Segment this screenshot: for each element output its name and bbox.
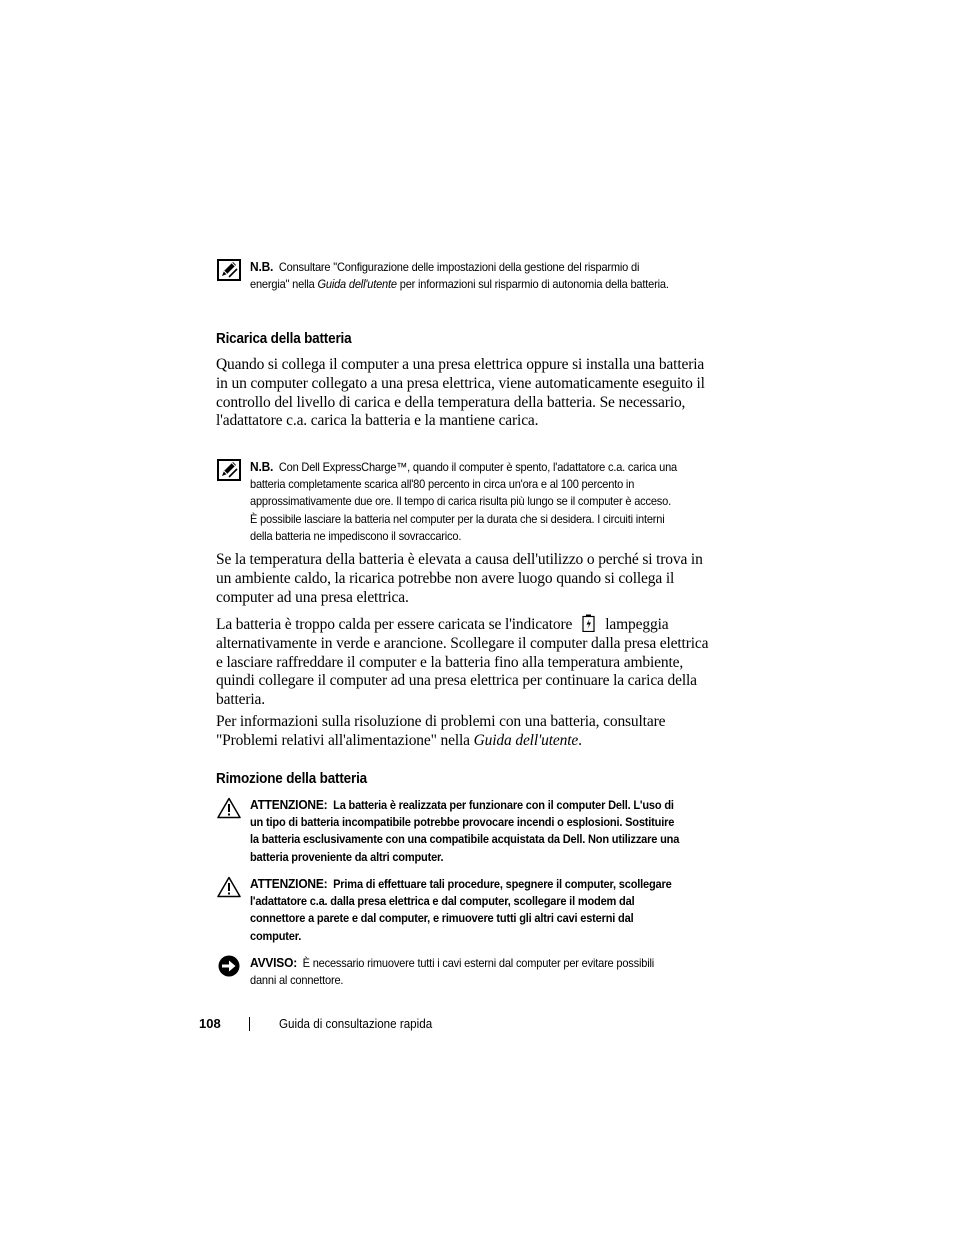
notice-label: AVVISO:: [250, 955, 298, 970]
paragraph-troubleshooting-start: Per informazioni sulla risoluzione di problemi con una batteria, consultare "Problemi relativi all'alimentazione" nella: [216, 713, 666, 749]
section-heading-ricarica: Ricarica della batteria: [216, 330, 352, 347]
note-emphasis: Guida dell'utente: [317, 277, 397, 292]
note-label: N.B.: [250, 459, 274, 474]
note-body-end: per informazioni sul risparmio di autonomia della batteria.: [396, 277, 669, 292]
battery-status-icon: [582, 614, 595, 632]
caution-label: ATTENZIONE:: [250, 876, 328, 891]
caution-text: [250, 796, 680, 866]
caution-battery-compat: [217, 796, 717, 866]
notice-cables: [217, 954, 717, 989]
caution-text: [250, 875, 680, 945]
note-body: Con Dell ExpressCharge™, quando il computer è spento, l'adattatore c.a. carica una batteria completamente scarica all'80 percento in circa un'ora e al 100 percento in approssimativamente due ore. Il tempo di carica risulta più lungo se il computer è acceso. È possibile lasciare la batteria nel computer per la durata che si desidera. I circuiti interni della batteria ne impediscono il sovraccarico.: [250, 460, 678, 543]
warning-triangle-icon: [217, 876, 241, 898]
caution-power-off: [217, 875, 717, 945]
document-title: Guida di consultazione rapida: [278, 1016, 432, 1031]
caution-body: Prima di effettuare tali procedure, spegnere il computer, scollegare l'adattatore c.a. dalla presa elettrica e dal computer, scollegare il modem dal connettore a parete e dal computer, e rimuovere tutti gli altri cavi esterni dal computer.: [250, 877, 672, 943]
page-number: 108: [199, 1016, 221, 1031]
note-text: [250, 258, 680, 293]
section-heading-rimozione: Rimozione della batteria: [216, 770, 367, 787]
paragraph-battery-hot-start: La batteria è troppo calda per essere caricata se l'indicatore: [216, 616, 573, 633]
note-text: [250, 458, 680, 545]
note-label: N.B.: [250, 259, 274, 274]
caution-body: La batteria è realizzata per funzionare con il computer Dell. L'uso di un tipo di batteria incompatibile potrebbe provocare incendi o esplosioni. Sostituire la batteria esclusivamente con una compatibile acquistata da Dell. Non utilizzare una batteria proveniente da altri computer.: [250, 798, 680, 864]
page-footer: [199, 1016, 443, 1031]
notice-body: È necessario rimuovere tutti i cavi esterni dal computer per evitare possibili danni al connettore.: [250, 956, 655, 988]
paragraph-charging-intro: Quando si collega il computer a una presa elettrica oppure si installa una batteria in un computer collegato a una presa elettrica, viene automaticamente eseguito il controllo del livello di carica e della temperatura della batteria. Se necessario, l'adattatore c.a. carica la batteria e la mantiene carica.: [216, 356, 705, 430]
note-pencil-icon: [217, 459, 241, 481]
note-pencil-icon: [217, 259, 241, 281]
paragraph-temperature: Se la temperatura della batteria è elevata a causa dell'utilizzo o perché si trova in un ambiente caldo, la ricarica potrebbe non avere luogo quando si collega il computer ad una presa elettrica.: [216, 551, 703, 606]
notice-text: [250, 954, 680, 989]
note-body: Consultare "Configurazione delle impostazioni della gestione del risparmio di energia" nella: [250, 260, 640, 292]
paragraph-troubleshooting-emphasis: Guida dell'utente: [473, 731, 579, 749]
paragraph-battery-hot: [216, 614, 716, 710]
footer-separator: [249, 1017, 250, 1031]
arrow-circle-icon: [217, 955, 241, 977]
note-expresscharge: [217, 458, 717, 545]
note-energy-settings: [217, 258, 717, 293]
paragraph-troubleshooting: [216, 713, 716, 751]
warning-triangle-icon: [217, 797, 241, 819]
paragraph-battery-hot-end: lampeggia alternativamente in verde e arancione. Scollegare il computer dalla presa elettrica e lasciare raffreddare il computer e la batteria fino alla temperatura ambiente, quindi collegare il computer ad una presa elettrica per continuare la carica della batteria.: [216, 616, 709, 709]
paragraph-troubleshooting-end: .: [578, 731, 582, 749]
caution-label: ATTENZIONE:: [250, 797, 328, 812]
